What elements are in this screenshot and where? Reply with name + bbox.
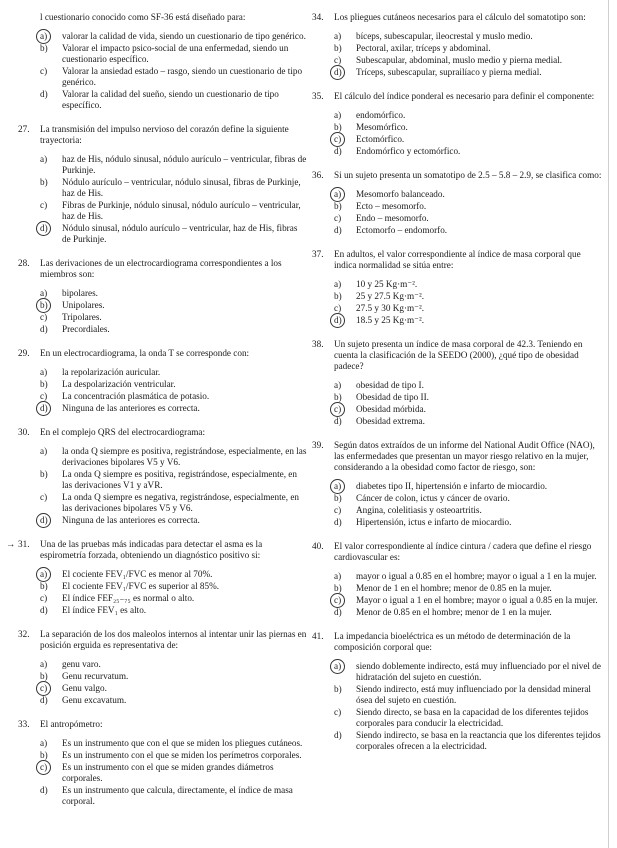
answer-text: Siendo indirecto, se basa en la reactancia que los diferentes tejidos corporales ofrecen a la electricidad.: [356, 730, 601, 751]
answer-text: Obesidad extrema.: [356, 416, 425, 426]
circled-answer-letter: a): [334, 189, 356, 200]
answer-options: [334, 31, 604, 78]
question-text: En el complejo QRS del electrocardiograma:: [40, 427, 206, 437]
circled-answer-letter: c): [40, 762, 62, 784]
question-stem: [312, 91, 604, 102]
answer-option: [40, 154, 308, 176]
answer-letter: b): [334, 122, 342, 132]
question-number: 35.: [312, 91, 324, 101]
question-text: Según datos extraídos de un informe del National Audit Office (NAO), las enfermedades que presentan un mayor riesgo relativo en la mujer, considerando a la obesidad como factor de riesgo, son:: [334, 440, 595, 472]
circled-answer-letter: c): [334, 595, 356, 606]
question-stem: [18, 539, 308, 561]
answer-text: El cociente FEV₁/FVC es superior al 85%.: [62, 581, 220, 591]
answer-option: [40, 89, 308, 111]
answer-text: Ectomórfico.: [356, 134, 405, 144]
question-33: [18, 719, 308, 807]
answer-letter: a): [40, 659, 48, 669]
answer-options: [334, 481, 604, 528]
answer-text: Precordiales.: [62, 324, 110, 334]
answer-letter: d): [40, 695, 48, 705]
answer-text: El cociente FEV₁/FVC es menor al 70%.: [62, 569, 213, 579]
circled-answer-letter: d): [40, 515, 62, 526]
answer-letter: b): [40, 177, 48, 187]
answer-options: [40, 367, 308, 414]
question-text: En un electrocardiograma, la onda T se corresponde con:: [40, 348, 250, 358]
answer-letter: b): [334, 43, 342, 53]
answer-letter: b): [334, 291, 342, 301]
question-37: [312, 249, 604, 326]
answer-option: [40, 31, 308, 42]
answer-text: El índice FEF₂₅₋₇₅ es normal o alto.: [62, 593, 195, 603]
answer-text: Nódulo sinusal, nódulo aurículo – ventricular, haz de His, fibras de Purkinje.: [62, 223, 298, 244]
answer-text: bipolares.: [62, 288, 98, 298]
answer-text: La onda Q siempre es positiva, registrándose, especialmente, en las derivaciones V1 y aVR.: [62, 469, 297, 490]
answer-text: endomórfico.: [356, 110, 406, 120]
answer-text: Obesidad de tipo II.: [356, 392, 429, 402]
question-stem: [18, 629, 308, 651]
question-stem: [312, 12, 604, 23]
answer-options: [334, 571, 604, 618]
answer-option: [334, 505, 604, 516]
answer-letter: b): [40, 671, 48, 681]
answer-option: [40, 367, 308, 378]
answer-letter: c): [40, 391, 48, 401]
answer-text: Siendo indirecto, está muy influenciado por la densidad mineral ósea del sujeto en cuestión.: [356, 684, 591, 705]
answer-option: [40, 446, 308, 468]
answer-option: [334, 517, 604, 528]
circled-answer-letter: c): [334, 134, 356, 145]
answer-text: Genu excavatum.: [62, 695, 127, 705]
answer-options: [334, 661, 604, 752]
question-number: 39.: [312, 440, 324, 450]
answer-option: [40, 223, 308, 245]
question-number: 34.: [312, 12, 324, 22]
answer-option: [40, 750, 308, 761]
question-36: [312, 170, 604, 236]
answer-text: haz de His, nódulo sinusal, nódulo aurículo – ventricular, fibras de Purkinje.: [62, 154, 307, 175]
answer-letter: a): [334, 31, 342, 41]
question-stem: [312, 249, 604, 271]
answer-text: Es un instrumento que calcula, directamente, el índice de masa corporal.: [62, 785, 293, 806]
answer-option: [40, 683, 308, 694]
answer-text: Valorar la calidad del sueño, siendo un cuestionario de tipo específico.: [62, 89, 279, 110]
answer-option: [334, 291, 604, 302]
answer-option: [334, 416, 604, 427]
question-stem: [18, 12, 308, 23]
answer-letter: c): [40, 593, 48, 603]
answer-option: [334, 571, 604, 582]
answer-option: [40, 379, 308, 390]
answer-option: [334, 43, 604, 54]
answer-letter: b): [40, 581, 48, 591]
answer-option: [334, 661, 604, 683]
question-stem: [312, 631, 604, 653]
answer-letter: c): [334, 505, 342, 515]
answer-text: Pectoral, axilar, tríceps y abdominal.: [356, 43, 491, 53]
question-stem: [18, 427, 308, 438]
answer-option: [40, 403, 308, 414]
answer-letter: a): [334, 571, 342, 581]
answer-text: Es un instrumento que con el que se miden los pliegues cutáneos.: [62, 738, 303, 748]
answer-text: bíceps, subescapular, ileocrestal y muslo medio.: [356, 31, 533, 41]
circled-answer-letter: d): [334, 315, 356, 326]
answer-option: [334, 134, 604, 145]
answer-letter: c): [40, 492, 48, 502]
answer-text: La despolarización ventricular.: [62, 379, 176, 389]
answer-letter: d): [40, 605, 48, 615]
answer-letter: c): [334, 303, 342, 313]
answer-letter: d): [40, 324, 48, 334]
answer-option: [334, 225, 604, 236]
left-column: [6, 12, 308, 820]
answer-option: [40, 695, 308, 706]
answer-text: Menor de 1 en el hombre; menor de 0.85 en la mujer.: [356, 583, 552, 593]
answer-text: Ninguna de las anteriores es correcta.: [62, 515, 200, 525]
answer-option: [40, 569, 308, 580]
answer-option: [334, 607, 604, 618]
answer-options: [40, 569, 308, 616]
question-text: Un sujeto presenta un índice de masa corporal de 42.3. Teniendo en cuenta la clasificación de la SEEDO (2000), ¿qué tipo de obesidad padece?: [334, 339, 583, 371]
answer-letter: c): [334, 213, 342, 223]
answer-letter: d): [334, 517, 342, 527]
question-text: Si un sujeto presenta un somatotipo de 2.5 – 5.8 – 2.9, se clasifica como:: [334, 170, 602, 180]
answer-text: Fibras de Purkinje, nódulo sinusal, nódulo aurículo – ventricular, haz de His.: [62, 200, 301, 221]
answer-text: Mesomorfo balanceado.: [356, 189, 445, 199]
answer-option: [334, 380, 604, 391]
answer-text: Nódulo aurículo – ventricular, nódulo sinusal, fibras de Purkinje, haz de His.: [62, 177, 301, 198]
answer-option: [40, 300, 308, 311]
right-column: [312, 12, 604, 765]
answer-options: [40, 738, 308, 807]
answer-text: 25 y 27.5 Kg·m⁻².: [356, 291, 425, 301]
answer-option: [40, 659, 308, 670]
answer-option: [334, 31, 604, 42]
question-39: [312, 440, 604, 528]
question-number: 32.: [18, 629, 30, 639]
question-text: La separación de los dos maleolos internos al intentar unir las piernas en posición erguida es representativa de:: [40, 629, 307, 650]
question-number: 36.: [312, 170, 324, 180]
answer-text: Tríceps, subescapular, suprailíaco y pierna medial.: [356, 67, 542, 77]
question-stem: [312, 541, 604, 563]
answer-letter: d): [334, 730, 342, 740]
question-text: Los pliegues cutáneos necesarios para el cálculo del somatotipo son:: [334, 12, 586, 22]
question-number: 38.: [312, 339, 324, 349]
answer-text: obesidad de tipo I.: [356, 380, 424, 390]
answer-text: El índice FEV₁ es alto.: [62, 605, 147, 615]
answer-text: la onda Q siempre es positiva, registrándose, especialmente, en las derivaciones bipolares V5 y V6.: [62, 446, 307, 467]
answer-letter: b): [334, 493, 342, 503]
answer-text: Ectomorfo – endomorfo.: [356, 225, 448, 235]
question-number: 37.: [312, 249, 324, 259]
answer-letter: b): [40, 43, 48, 53]
answer-option: [334, 583, 604, 594]
answer-text: Angina, colelitiasis y osteoartritis.: [356, 505, 482, 515]
answer-options: [40, 31, 308, 111]
question-text: La transmisión del impulso nervioso del corazón define la siguiente trayectoria:: [40, 124, 289, 145]
answer-option: [334, 110, 604, 121]
answer-letter: c): [334, 707, 342, 717]
question-number: 40.: [312, 541, 324, 551]
answer-option: [334, 493, 604, 504]
answer-letter: b): [334, 583, 342, 593]
question-number: 41.: [312, 631, 324, 641]
answer-options: [334, 279, 604, 326]
answer-text: Mesomórfico.: [356, 122, 408, 132]
answer-option: [40, 515, 308, 526]
answer-text: Subescapular, abdominal, muslo medio y pierna medial.: [356, 55, 563, 65]
answer-letter: d): [334, 607, 342, 617]
answer-option: [40, 671, 308, 682]
question-38: [312, 339, 604, 427]
question-30: [18, 427, 308, 526]
answer-text: diabetes tipo II, hipertensión e infarto de miocardio.: [356, 481, 548, 491]
question-number: 33.: [18, 719, 30, 729]
answer-option: [334, 595, 604, 606]
answer-options: [40, 659, 308, 706]
answer-text: Ninguna de las anteriores es correcta.: [62, 403, 200, 413]
answer-text: valorar la calidad de vida, siendo un cuestionario de tipo genérico.: [62, 31, 306, 41]
answer-option: [40, 200, 308, 222]
answer-option: [40, 66, 308, 88]
answer-text: Cáncer de colon, ictus y cáncer de ovario.: [356, 493, 510, 503]
answer-text: Tripolares.: [62, 312, 102, 322]
answer-option: [40, 469, 308, 491]
answer-options: [40, 446, 308, 526]
answer-text: Es un instrumento con el que se miden los perímetros corporales.: [62, 750, 302, 760]
answer-option: [334, 55, 604, 66]
answer-text: siendo doblemente indirecto, está muy influenciado por el nivel de hidratación del sujeto en cuestión.: [356, 661, 601, 682]
answer-text: 10 y 25 Kg·m⁻².: [356, 279, 418, 289]
answer-options: [40, 288, 308, 335]
answer-letter: b): [334, 684, 342, 694]
answer-letter: d): [40, 89, 48, 99]
answer-letter: d): [334, 225, 342, 235]
answer-text: Valorar la ansiedad estado – rasgo, siendo un cuestionario de tipo genérico.: [62, 66, 303, 87]
answer-text: Es un instrumento con el que se miden grandes diámetros corporales.: [62, 762, 274, 783]
answer-option: [40, 593, 308, 604]
answer-option: [334, 146, 604, 157]
answer-letter: c): [40, 66, 48, 76]
answer-option: [334, 315, 604, 326]
question-number: 27.: [18, 124, 30, 134]
answer-option: [40, 581, 308, 592]
answer-letter: b): [334, 392, 342, 402]
answer-letter: a): [40, 154, 48, 164]
answer-letter: a): [40, 367, 48, 377]
answer-option: [334, 392, 604, 403]
circled-answer-letter: a): [334, 661, 356, 683]
circled-answer-letter: a): [40, 569, 62, 580]
question-number: 28.: [18, 258, 30, 268]
answer-letter: b): [40, 379, 48, 389]
answer-text: Siendo directo, se basa en la capacidad de los diferentes tejidos corporales para conducir la electricidad.: [356, 707, 589, 728]
answer-option: [334, 730, 604, 752]
answer-option: [334, 67, 604, 78]
page-edge-line: [608, 0, 609, 848]
circled-answer-letter: c): [40, 683, 62, 694]
question-text: El valor correspondiente al índice cintura / cadera que define el riesgo cardiovascular es:: [334, 541, 592, 562]
answer-option: [40, 177, 308, 199]
question-text: Una de las pruebas más indicadas para detectar el asma es la espirometría forzada, obteniendo un diagnóstico positivo si:: [40, 539, 263, 560]
question-stem: [18, 124, 308, 146]
answer-text: La concentración plasmática de potasio.: [62, 391, 210, 401]
question-text: La impedancia bioeléctrica es un método de determinación de la composición corporal que:: [334, 631, 571, 652]
answer-option: [40, 324, 308, 335]
answer-text: Unipolares.: [62, 300, 105, 310]
answer-text: Menor de 0.85 en el hombre; menor de 1 en la mujer.: [356, 607, 552, 617]
question-35: [312, 91, 604, 157]
circled-answer-letter: d): [40, 403, 62, 414]
answer-option: [334, 213, 604, 224]
answer-text: La onda Q siempre es negativa, registrándose, especialmente, en las derivaciones bipolares V5 y V6.: [62, 492, 299, 513]
handwritten-arrow-mark: →: [6, 539, 16, 549]
answer-letter: a): [334, 380, 342, 390]
answer-letter: c): [334, 55, 342, 65]
question-stem: [18, 348, 308, 359]
question-text: Las derivaciones de un electrocardiograma correspondientes a los miembros son:: [40, 258, 282, 279]
answer-option: [334, 303, 604, 314]
answer-letter: d): [334, 416, 342, 426]
question-text: l cuestionario conocido como SF-36 está diseñado para:: [40, 12, 246, 22]
question-31: [6, 539, 308, 616]
answer-text: 18.5 y 25 Kg·m⁻².: [356, 315, 425, 325]
question-29: [18, 348, 308, 414]
answer-text: Endomórfico y ectomórfico.: [356, 146, 461, 156]
answer-letter: a): [334, 110, 342, 120]
answer-option: [334, 189, 604, 200]
question-41: [312, 631, 604, 752]
answer-options: [334, 110, 604, 157]
question-stem: [312, 440, 604, 473]
answer-option: [334, 481, 604, 492]
question-number: 29.: [18, 348, 30, 358]
answer-options: [334, 380, 604, 427]
answer-letter: d): [334, 146, 342, 156]
answer-option: [40, 391, 308, 402]
answer-option: [334, 707, 604, 729]
question-stem: [312, 339, 604, 372]
answer-text: genu varo.: [62, 659, 101, 669]
answer-letter: c): [40, 200, 48, 210]
answer-option: [40, 605, 308, 616]
question-40: [312, 541, 604, 618]
circled-answer-letter: d): [40, 223, 62, 245]
question-stem: [18, 719, 308, 730]
answer-text: Mayor o igual a 1 en el hombre; mayor o igual a 0.85 en la mujer.: [356, 595, 598, 605]
answer-letter: a): [334, 279, 342, 289]
answer-options: [40, 154, 308, 245]
answer-letter: a): [40, 446, 48, 456]
answer-letter: b): [334, 201, 342, 211]
circled-answer-letter: a): [40, 31, 62, 42]
question-27: [18, 124, 308, 245]
answer-option: [40, 785, 308, 807]
question-stem: [18, 258, 308, 280]
answer-text: Genu valgo.: [62, 683, 107, 693]
question-number: 31.: [18, 539, 30, 549]
answer-text: Endo – mesomorfo.: [356, 213, 429, 223]
question-text: En adultos, el valor correspondiente al índice de masa corporal que indica normalidad se sitúa entre:: [334, 249, 581, 270]
answer-option: [40, 492, 308, 514]
question-number: [18, 12, 40, 23]
question-intro: [18, 12, 308, 111]
answer-letter: a): [40, 738, 48, 748]
question-stem: [312, 170, 604, 181]
circled-answer-letter: b): [40, 300, 62, 311]
circled-answer-letter: c): [334, 404, 356, 415]
answer-option: [334, 279, 604, 290]
question-32: [18, 629, 308, 706]
answer-option: [334, 122, 604, 133]
question-number: 30.: [18, 427, 30, 437]
circled-answer-letter: a): [334, 481, 356, 492]
answer-text: 27.5 y 30 Kg·m⁻².: [356, 303, 425, 313]
answer-text: Valorar el impacto psico-social de una enfermedad, siendo un cuestionario específico.: [62, 43, 289, 64]
answer-letter: c): [40, 312, 48, 322]
answer-option: [334, 404, 604, 415]
question-28: [18, 258, 308, 335]
question-34: [312, 12, 604, 78]
answer-option: [40, 288, 308, 299]
answer-text: Hipertensión, ictus e infarto de miocardio.: [356, 517, 512, 527]
answer-text: mayor o igual a 0.85 en el hombre; mayor o igual a 1 en la mujer.: [356, 571, 597, 581]
answer-option: [40, 312, 308, 323]
answer-option: [40, 43, 308, 65]
answer-option: [334, 684, 604, 706]
answer-text: Ecto – mesomorfo.: [356, 201, 427, 211]
answer-letter: b): [40, 469, 48, 479]
answer-options: [334, 189, 604, 236]
answer-text: la repolarización auricular.: [62, 367, 161, 377]
circled-answer-letter: d): [334, 67, 356, 78]
answer-text: Obesidad mórbida.: [356, 404, 426, 414]
answer-option: [40, 738, 308, 749]
answer-letter: b): [40, 750, 48, 760]
question-text: El cálculo del índice ponderal es necesario para definir el componente:: [334, 91, 595, 101]
answer-letter: a): [40, 288, 48, 298]
answer-option: [334, 201, 604, 212]
answer-text: Genu recurvatum.: [62, 671, 129, 681]
answer-option: [40, 762, 308, 784]
answer-letter: d): [40, 785, 48, 795]
question-text: El antropómetro:: [40, 719, 103, 729]
